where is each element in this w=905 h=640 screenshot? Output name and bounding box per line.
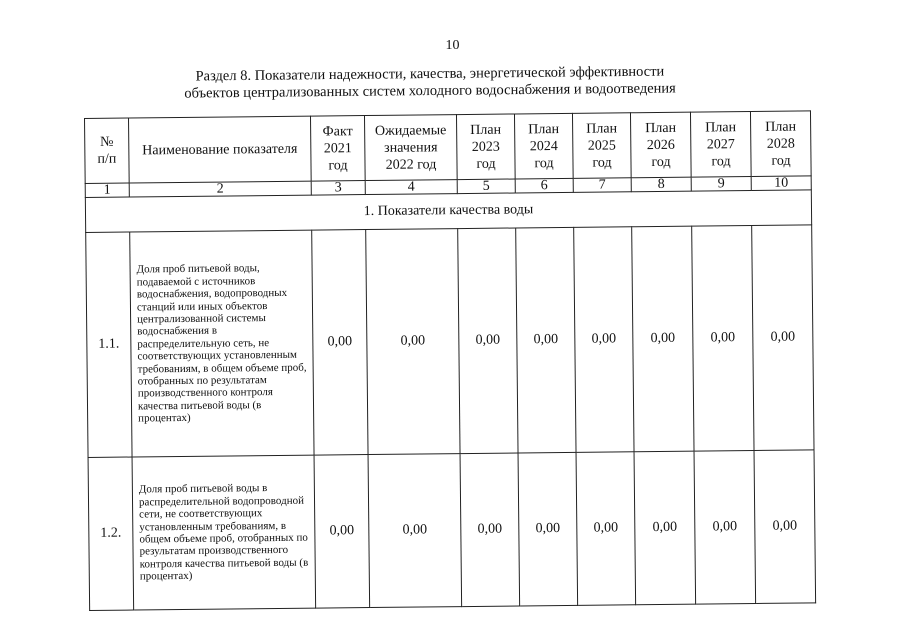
column-number: 3 [311, 181, 365, 196]
value-cell: 0,00 [460, 453, 520, 607]
row-number: 1.1. [86, 232, 132, 457]
header-row [85, 111, 812, 184]
section-title-line1: Раздел 8. Показатели надежности, качества, энергетической эффективности [195, 63, 665, 85]
value-cell: 0,00 [694, 451, 756, 605]
column-number: 6 [515, 178, 573, 193]
value-cell: 0,00 [634, 451, 696, 605]
value-cell: 0,00 [752, 225, 814, 451]
value-cell: 0,00 [518, 452, 578, 606]
row-number: 1.2. [88, 457, 134, 610]
indicators-table-wrap [84, 110, 816, 611]
value-cell: 0,00 [314, 455, 370, 609]
indicator-name: Доля проб питьевой воды, подаваемой с источников водоснабжения, водопроводных станций или иных объектов централизованной системы водоснабжения в распределительную сеть, не соответствующих установленным требованиям, в общем объеме проб, отобранных по результатам производственного контроля качества питьевой воды (в процентах) [130, 230, 314, 457]
header-plan-2026: План 2026 год [630, 112, 691, 178]
column-number: 7 [573, 178, 631, 193]
header-plan-2028: План 2028 год [750, 111, 811, 177]
value-cell: 0,00 [692, 226, 754, 452]
column-number: 1 [85, 183, 129, 197]
value-cell: 0,00 [458, 228, 518, 454]
column-number: 2 [129, 181, 311, 197]
page-number: 10 [445, 38, 460, 53]
value-cell: 0,00 [312, 230, 368, 456]
value-cell: 0,00 [516, 227, 576, 453]
value-cell: 0,00 [576, 452, 636, 606]
column-number: 8 [631, 177, 691, 192]
section-title-line2: объектов централизованных систем холодного водоснабжения и водоотведения [184, 80, 676, 102]
header-plan-2025: План 2025 год [572, 113, 631, 179]
table-row [86, 225, 814, 458]
header-plan-2027: План 2027 год [690, 112, 751, 178]
value-cell: 0,00 [632, 226, 694, 452]
value-cell: 0,00 [754, 450, 816, 604]
value-cell: 0,00 [368, 454, 462, 608]
header-plan-2024: План 2024 год [514, 113, 573, 179]
header-expected-2022: Ожидаемые значения 2022 год [364, 115, 457, 181]
group-title: 1. Показатели качества воды [85, 190, 811, 233]
section-title [130, 63, 730, 103]
table-row [88, 450, 816, 611]
column-number: 9 [691, 177, 751, 192]
indicator-name: Доля проб питьевой воды в распределительной водопроводной сети, не соответствующих установленным требованиям, в общем объеме проб, отобранных по результатам производственного контроля качества питьевой воды (в процентах) [132, 455, 316, 610]
value-cell: 0,00 [574, 227, 634, 453]
header-plan-2023: План 2023 год [456, 114, 515, 180]
column-number: 10 [751, 176, 811, 191]
header-fact-2021: Факт 2021 год [310, 116, 365, 182]
value-cell: 0,00 [366, 229, 460, 455]
header-name: Наименование показателя [129, 116, 312, 183]
header-num: № п/п [85, 118, 130, 183]
column-number: 4 [365, 180, 457, 195]
column-number: 5 [457, 179, 515, 194]
indicators-table [84, 110, 816, 611]
